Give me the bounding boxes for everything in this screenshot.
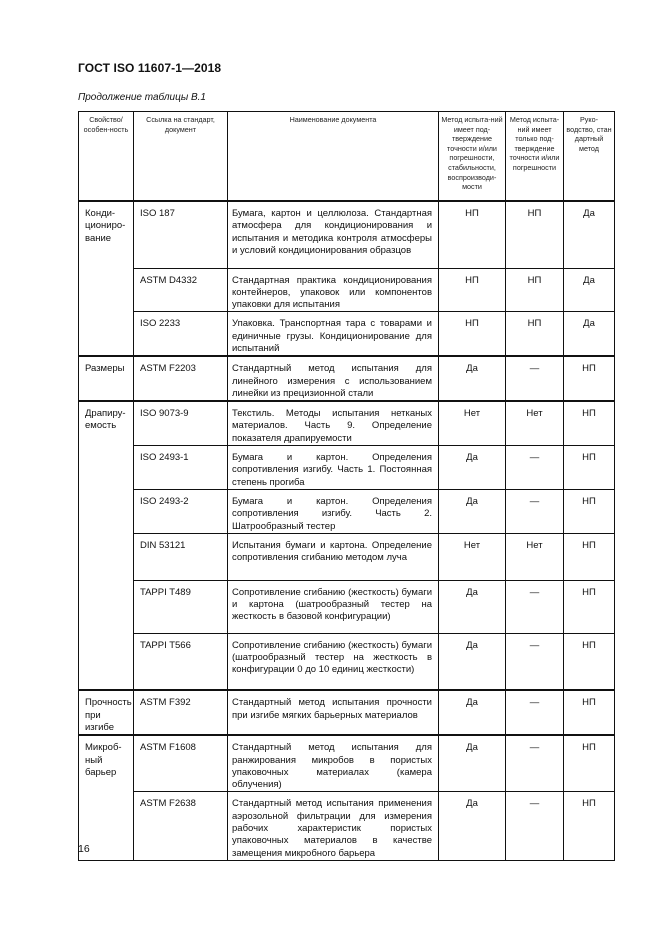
guidance-cell: НП	[564, 533, 615, 580]
column-header-property: Свойство/ особен-ность	[79, 112, 134, 202]
method-confirmed-cell: Да	[439, 633, 506, 690]
method-precision-cell: —	[506, 446, 564, 490]
property-cell: Драпиру-емость	[79, 401, 134, 690]
document-name-cell: Сопротивление сгибанию (жесткость) бумаги и картона (шатрообразный тестер на жесткость в базовой конфигурации)	[228, 580, 439, 633]
method-precision-cell: —	[506, 792, 564, 860]
guidance-cell: НП	[564, 580, 615, 633]
guidance-cell: НП	[564, 792, 615, 860]
document-name-cell: Текстиль. Методы испытания нетканых материалов. Часть 9. Определение показателя драпируемости	[228, 401, 439, 445]
document-name-cell: Бумага и картон. Определения сопротивления изгибу. Часть 1. Постоянная степень прогиба	[228, 446, 439, 490]
reference-cell: ASTM F2638	[134, 792, 228, 860]
guidance-cell: НП	[564, 401, 615, 445]
document-name-cell: Сопротивление сгибанию (жесткость) бумаги (шатрообразный тестер на жесткость в конфигурации 0 до 10 единиц жесткости)	[228, 633, 439, 690]
guidance-cell: НП	[564, 735, 615, 792]
table-row	[79, 533, 615, 580]
reference-cell: TAPPI T566	[134, 633, 228, 690]
method-precision-cell: —	[506, 690, 564, 735]
document-name-cell: Стандартный метод испытания для линейного измерения с использованием линейки из прецизионной стали	[228, 356, 439, 401]
method-confirmed-cell: Да	[439, 690, 506, 735]
method-precision-cell: —	[506, 735, 564, 792]
method-precision-cell: —	[506, 489, 564, 533]
reference-cell: ASTM F1608	[134, 735, 228, 792]
guidance-cell: НП	[564, 356, 615, 401]
guidance-cell: НП	[564, 690, 615, 735]
reference-cell: ISO 2233	[134, 312, 228, 356]
column-header-document-name: Наименование документа	[228, 112, 439, 202]
table-row	[79, 690, 615, 735]
page-number: 16	[78, 843, 90, 855]
document-name-cell: Стандартный метод испытания для ранжирования микробов в пористых упаковочных материалах (камера облучения)	[228, 735, 439, 792]
table-row	[79, 312, 615, 356]
property-cell: Прочность при изгибе	[79, 690, 134, 735]
reference-cell: TAPPI T489	[134, 580, 228, 633]
method-confirmed-cell: Да	[439, 580, 506, 633]
table-row	[79, 735, 615, 792]
method-confirmed-cell: Нет	[439, 401, 506, 445]
property-cell: Размеры	[79, 356, 134, 401]
reference-cell: ASTM D4332	[134, 268, 228, 312]
document-name-cell: Стандартный метод испытания применения аэрозольной фильтрации для измерения рабочих характеристик пористых упаковочных материалов в качестве замещения микробного барьера	[228, 792, 439, 860]
method-precision-cell: —	[506, 580, 564, 633]
method-precision-cell: НП	[506, 201, 564, 268]
table-row	[79, 792, 615, 860]
table-row	[79, 489, 615, 533]
table-continuation-caption: Продолжение таблицы В.1	[78, 92, 206, 103]
reference-cell: ISO 9073-9	[134, 401, 228, 445]
table-row	[79, 268, 615, 312]
column-header-method-confirmed-precision: Метод испыта-ний имеет под-тверждение точности и/или погрешности, стабильности, воспроизводи-мости	[439, 112, 506, 202]
property-cell: Конди-циониро-вание	[79, 201, 134, 356]
table-row	[79, 633, 615, 690]
document-name-cell: Бумага и картон. Определения сопротивления изгибу. Часть 2. Шатрообразный тестер	[228, 489, 439, 533]
method-precision-cell: —	[506, 633, 564, 690]
table-row	[79, 580, 615, 633]
method-confirmed-cell: Нет	[439, 533, 506, 580]
guidance-cell: НП	[564, 489, 615, 533]
method-confirmed-cell: НП	[439, 201, 506, 268]
method-precision-cell: НП	[506, 268, 564, 312]
document-name-cell: Бумага, картон и целлюлоза. Стандартная атмосфера для кондиционирования и испытания и методика контроля атмосферы и условий кондиционирования образцов	[228, 201, 439, 268]
method-precision-cell: НП	[506, 312, 564, 356]
standards-table	[78, 111, 615, 861]
method-confirmed-cell: Да	[439, 356, 506, 401]
column-header-guidance: Руко-водство, стан дартный метод	[564, 112, 615, 202]
document-header: ГОСТ ISO 11607-1—2018	[78, 61, 222, 75]
method-confirmed-cell: Да	[439, 446, 506, 490]
reference-cell: ASTM F2203	[134, 356, 228, 401]
reference-cell: ISO 2493-1	[134, 446, 228, 490]
column-header-reference: Ссылка на стандарт, документ	[134, 112, 228, 202]
guidance-cell: Да	[564, 201, 615, 268]
reference-cell: DIN 53121	[134, 533, 228, 580]
table-row	[79, 446, 615, 490]
method-precision-cell: Нет	[506, 533, 564, 580]
method-confirmed-cell: Да	[439, 735, 506, 792]
method-confirmed-cell: Да	[439, 489, 506, 533]
column-header-method-precision-only: Метод испыта-ний имеет только под-тверждение точности и/или погрешности	[506, 112, 564, 202]
document-name-cell: Испытания бумаги и картона. Определение сопротивления сгибанию методом луча	[228, 533, 439, 580]
reference-cell: ISO 2493-2	[134, 489, 228, 533]
table-row	[79, 401, 615, 445]
guidance-cell: Да	[564, 312, 615, 356]
guidance-cell: НП	[564, 446, 615, 490]
table-header-row	[79, 112, 615, 202]
method-precision-cell: Нет	[506, 401, 564, 445]
document-name-cell: Стандартный метод испытания прочности при изгибе мягких барьерных материалов	[228, 690, 439, 735]
method-confirmed-cell: Да	[439, 792, 506, 860]
property-cell: Микроб-ный барьер	[79, 735, 134, 860]
document-name-cell: Упаковка. Транспортная тара с товарами и единичные грузы. Кондиционирование для испытаний	[228, 312, 439, 356]
method-precision-cell: —	[506, 356, 564, 401]
table-row	[79, 356, 615, 401]
document-name-cell: Стандартная практика кондиционирования контейнеров, упаковок или компонентов упаковки для испытания	[228, 268, 439, 312]
method-confirmed-cell: НП	[439, 268, 506, 312]
guidance-cell: НП	[564, 633, 615, 690]
guidance-cell: Да	[564, 268, 615, 312]
reference-cell: ISO 187	[134, 201, 228, 268]
table-body	[79, 201, 615, 860]
table-row	[79, 201, 615, 268]
method-confirmed-cell: НП	[439, 312, 506, 356]
reference-cell: ASTM F392	[134, 690, 228, 735]
